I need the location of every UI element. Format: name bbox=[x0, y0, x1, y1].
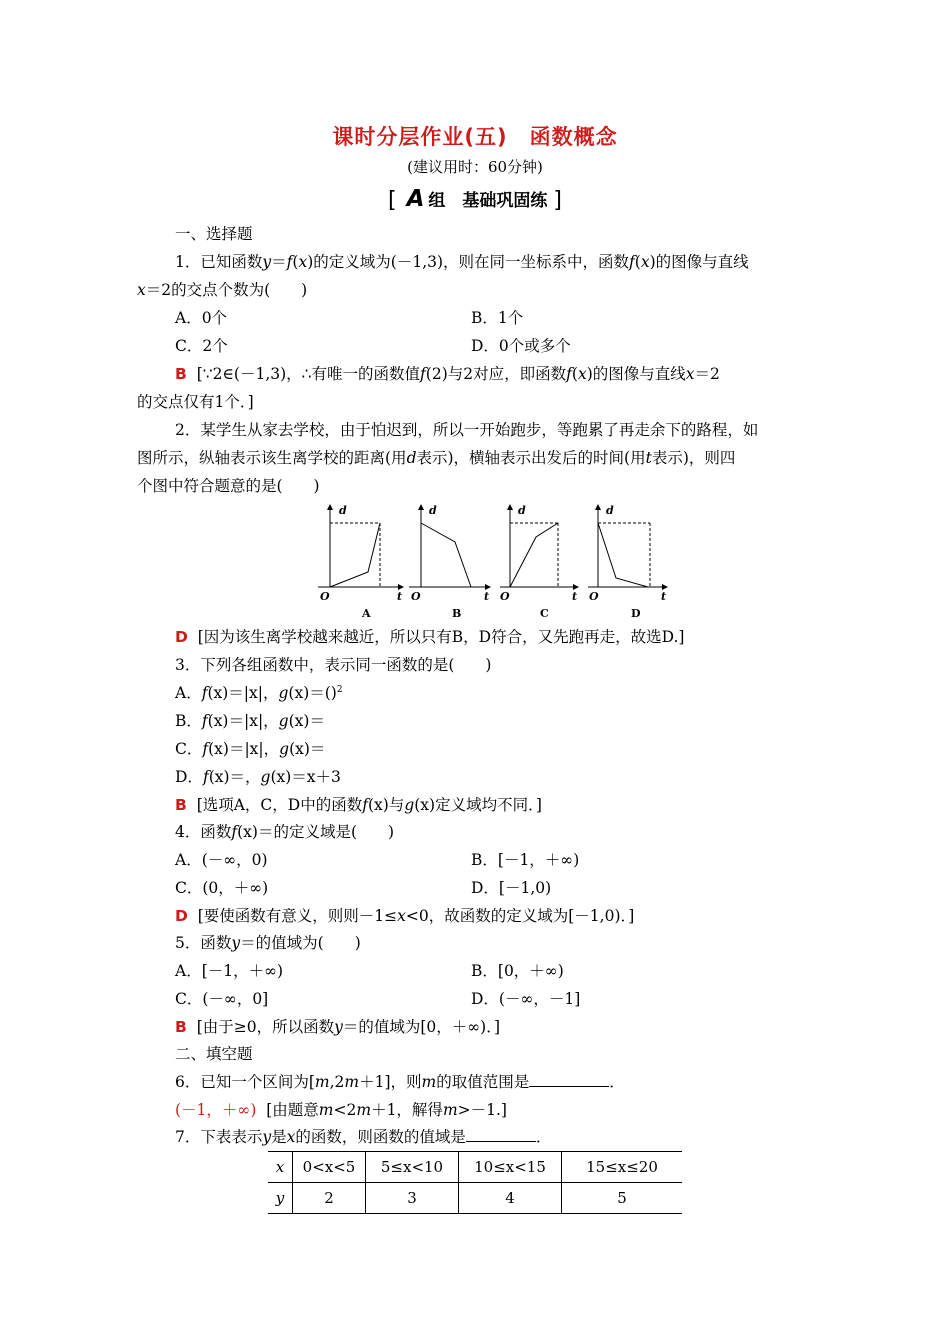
q5-option-b: B．[0，＋∞) bbox=[471, 962, 564, 980]
table-row bbox=[268, 1152, 682, 1183]
q1-answer: B bbox=[175, 365, 187, 383]
table-cell: 3 bbox=[366, 1183, 459, 1214]
q6-explanation: (－1，＋∞) [由题意m<2m＋1，解得m>－1.] bbox=[175, 1101, 507, 1119]
graph-panel-d bbox=[588, 504, 667, 620]
q2-distance-time-graphs bbox=[310, 500, 680, 622]
table-cell: 2 bbox=[293, 1183, 366, 1214]
q1-option-c: C．2个 bbox=[175, 337, 228, 355]
table-cell: 5≤x<10 bbox=[366, 1152, 459, 1183]
table-cell: 0<x<5 bbox=[293, 1152, 366, 1183]
graph-panel-c bbox=[500, 504, 578, 620]
axis-label-t: t bbox=[397, 590, 403, 603]
panel-label-b: B bbox=[452, 607, 462, 620]
q1-stem-line2: x＝2的交点个数为( ) bbox=[137, 281, 308, 299]
table-row bbox=[268, 1183, 682, 1214]
panel-label-c: C bbox=[540, 607, 549, 620]
q5-answer: B bbox=[175, 1018, 187, 1036]
panel-label-a: A bbox=[362, 607, 371, 620]
suggested-time: (建议用时：60分钟) bbox=[407, 158, 543, 176]
q7-answer-blank bbox=[466, 1129, 536, 1142]
table-header-x: x bbox=[268, 1152, 293, 1183]
q4-stem: 4．函数f(x)＝的定义域是( ) bbox=[175, 823, 395, 841]
q1-stem-line1: 1．已知函数y＝f(x)的定义域为(－1,3)，则在同一坐标系中，函数f(x)的图像与直线 bbox=[175, 253, 749, 271]
q2-answer: D bbox=[175, 628, 188, 646]
q2-stem-line3: 个图中符合题意的是( ) bbox=[137, 477, 320, 495]
q6-answer-blank bbox=[529, 1074, 609, 1087]
q1-explanation-line1: B [∵2∈(－1,3)，∴有唯一的函数值f(2)与2对应，即函数f(x)的图像与直线x＝2 bbox=[175, 365, 720, 383]
q6-answer: (－1，＋∞) bbox=[175, 1101, 257, 1119]
q7-stem: 7．下表表示y是x的函数，则函数的值域是 ． bbox=[175, 1128, 552, 1146]
axis-label-t: t bbox=[572, 590, 578, 603]
table-cell: 5 bbox=[562, 1183, 683, 1214]
q5-option-a: A．[－1，＋∞) bbox=[175, 962, 284, 980]
q7-value-table bbox=[268, 1151, 682, 1214]
origin-label: O bbox=[589, 590, 599, 603]
q3-explanation: B [选项A，C，D中的函数f(x)与g(x)定义域均不同．] bbox=[175, 796, 542, 814]
q4-option-d: D．[－1,0) bbox=[471, 879, 552, 897]
q5-stem: 5．函数y＝的值域为( ) bbox=[175, 934, 361, 952]
origin-label: O bbox=[411, 590, 421, 603]
group-label: 组 基础巩固练 bbox=[428, 191, 548, 211]
q3-option-c: C．f(x)＝|x|，g(x)＝ bbox=[175, 740, 326, 758]
group-letter: A bbox=[406, 186, 425, 212]
q1-explanation-line2: 的交点仅有1个．] bbox=[137, 393, 254, 411]
axis-label-d: d bbox=[339, 504, 347, 517]
axis-label-d: d bbox=[606, 504, 614, 517]
graph-panel-b bbox=[409, 504, 490, 620]
bracket-left: [ bbox=[388, 188, 397, 213]
q1-option-a: A．0个 bbox=[175, 309, 228, 327]
q3-option-d: D．f(x)＝，g(x)＝x＋3 bbox=[175, 768, 341, 786]
q3-answer: B bbox=[175, 796, 187, 814]
page-title: 课时分层作业(五) 函数概念 bbox=[332, 125, 618, 149]
q5-option-d: D．(－∞，－1] bbox=[471, 990, 581, 1008]
q4-option-a: A．(－∞，0) bbox=[175, 851, 268, 869]
q6-stem: 6．已知一个区间为[m,2m＋1]，则m的取值范围是 ． bbox=[175, 1073, 625, 1091]
q4-option-c: C．(0，＋∞) bbox=[175, 879, 269, 897]
graph-panel-a bbox=[318, 504, 403, 620]
origin-label: O bbox=[500, 590, 510, 603]
table-cell: 4 bbox=[459, 1183, 562, 1214]
origin-label: O bbox=[320, 590, 330, 603]
q4-option-b: B．[－1，＋∞) bbox=[471, 851, 580, 869]
table-cell: 10≤x<15 bbox=[459, 1152, 562, 1183]
q3-option-a: A．f(x)＝|x|，g(x)＝()$^2$ bbox=[175, 684, 343, 702]
group-banner bbox=[0, 186, 950, 213]
q5-explanation: B [由于≥0，所以函数y＝的值域为[0，＋∞)．] bbox=[175, 1018, 501, 1036]
q4-explanation: D [要使函数有意义，则则－1≤x<0，故函数的定义域为[－1,0)．] bbox=[175, 907, 635, 925]
panel-label-d: D bbox=[631, 607, 641, 620]
q2-explanation: D [因为该生离学校越来越近，所以只有B，D符合，又先跑再走，故选D.] bbox=[175, 628, 685, 646]
q2-stem-line2: 图所示，纵轴表示该生离学校的距离(用d表示)，横轴表示出发后的时间(用t表示)，则四 bbox=[137, 449, 736, 467]
q4-answer: D bbox=[175, 907, 188, 925]
axis-label-t: t bbox=[661, 590, 667, 603]
q2-stem-line1: 2．某学生从家去学校，由于怕迟到，所以一开始跑步，等跑累了再走余下的路程，如 bbox=[175, 421, 759, 439]
section-heading-fill: 二、填空题 bbox=[175, 1045, 253, 1063]
table-cell: 15≤x≤20 bbox=[562, 1152, 683, 1183]
q5-option-c: C．(－∞，0] bbox=[175, 990, 269, 1008]
axis-label-t: t bbox=[484, 590, 490, 603]
axis-label-d: d bbox=[518, 504, 526, 517]
q3-option-b: B．f(x)＝|x|，g(x)＝ bbox=[175, 712, 325, 730]
table-header-y: y bbox=[268, 1183, 293, 1214]
q1-option-d: D．0个或多个 bbox=[471, 337, 571, 355]
axis-label-d: d bbox=[429, 504, 437, 517]
q1-option-b: B．1个 bbox=[471, 309, 524, 327]
bracket-right: ] bbox=[553, 188, 562, 213]
q3-stem: 3．下列各组函数中，表示同一函数的是( ) bbox=[175, 656, 492, 674]
section-heading-choice: 一、选择题 bbox=[175, 225, 253, 243]
